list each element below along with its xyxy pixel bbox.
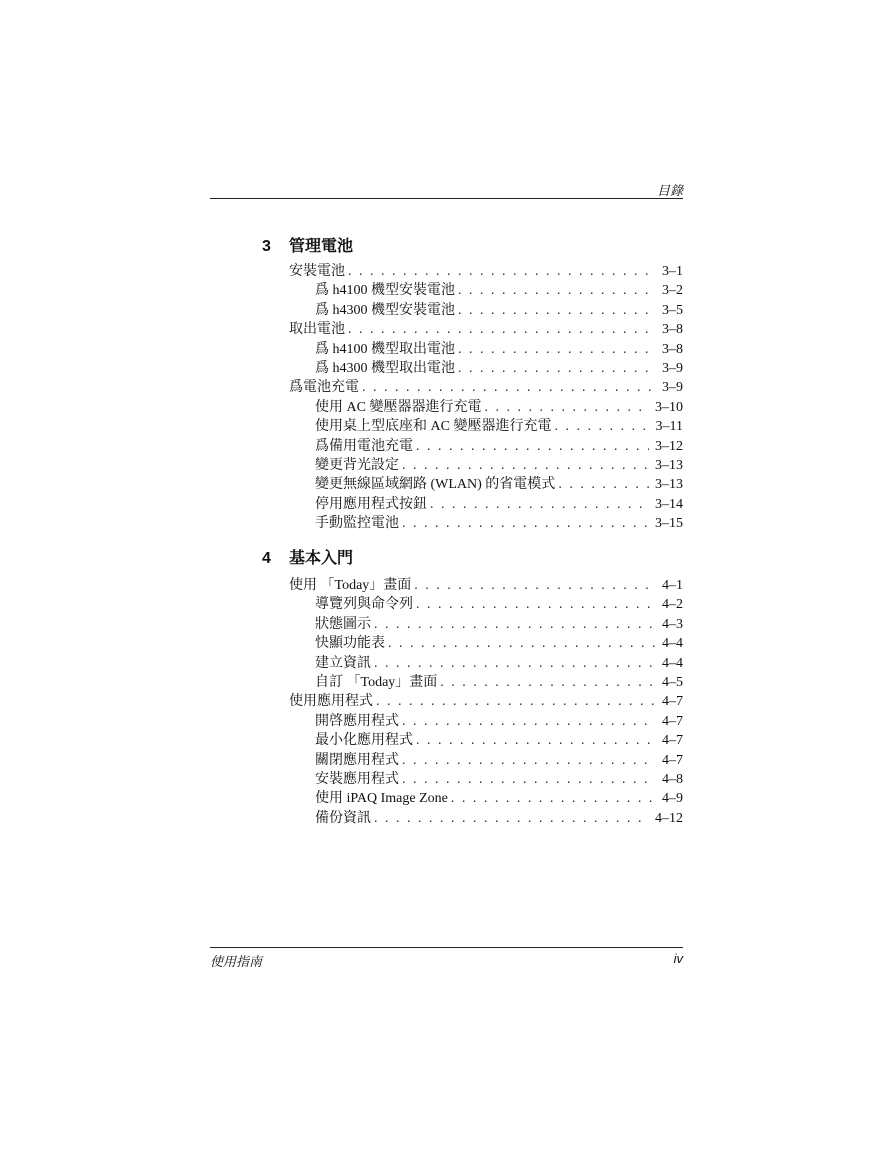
toc-entry[interactable] (289, 673, 683, 692)
dot-leader (402, 712, 656, 731)
toc-entry-title: 變更無線區域網路 (WLAN) 的省電模式 (315, 477, 556, 493)
dot-leader (416, 437, 649, 456)
toc-entry-title: 建立資訊 (315, 655, 371, 671)
toc-entry-page: 3–15 (655, 516, 683, 532)
header-title: 目錄 (656, 183, 683, 198)
toc-entry[interactable] (289, 340, 683, 359)
toc-entry[interactable] (289, 398, 683, 417)
toc-entry[interactable] (289, 359, 683, 378)
dot-leader (558, 475, 649, 494)
toc-entry-title: 使用 「Today」畫面 (289, 578, 412, 593)
chapter-title: 管理電池 (289, 238, 354, 255)
dot-leader (416, 595, 656, 614)
toc-entry-title: 變更背光設定 (315, 457, 399, 473)
footer-title: 使用指南 (210, 954, 263, 969)
toc-entry-title: 爲 h4100 機型安裝電池 (315, 283, 455, 299)
toc-chapter-3 (289, 262, 683, 533)
dot-leader (374, 615, 656, 634)
toc-entry[interactable] (289, 731, 683, 750)
dot-leader (414, 576, 656, 595)
toc-entry-title: 停用應用程式按鈕 (315, 496, 427, 512)
dot-leader (458, 340, 656, 359)
dot-leader (348, 320, 656, 339)
toc-entry-title: 使用 iPAQ Image Zone (315, 791, 448, 807)
chapter-number: 4 (262, 550, 271, 567)
toc-entry-page: 3–11 (655, 419, 683, 435)
toc-entry-page: 3–13 (655, 457, 683, 473)
toc-entry[interactable] (289, 417, 683, 436)
toc-entry-page: 3–5 (662, 302, 683, 318)
toc-entry-page: 4–12 (655, 810, 683, 826)
toc-entry-title: 安裝電池 (289, 264, 345, 279)
toc-entry-page: 3–12 (655, 438, 683, 454)
chapter-heading-4 (262, 545, 353, 568)
chapter-heading-3 (262, 233, 353, 256)
toc-chapter-4 (289, 576, 683, 828)
page-number: iv (673, 951, 683, 966)
toc-entry[interactable] (289, 634, 683, 653)
toc-entry-page: 3–9 (662, 360, 683, 376)
toc-entry-title: 快顯功能表 (315, 636, 385, 652)
toc-entry[interactable] (289, 751, 683, 770)
toc-entry-page: 4–9 (662, 791, 683, 807)
dot-leader (374, 809, 649, 828)
running-footer (210, 947, 683, 969)
toc-entry-page: 4–4 (662, 636, 683, 652)
chapter-number: 3 (262, 238, 271, 255)
dot-leader (374, 654, 656, 673)
toc-entry-page: 3–8 (662, 322, 683, 338)
toc-entry[interactable] (289, 576, 683, 595)
dot-leader (362, 378, 656, 397)
toc-entry[interactable] (289, 301, 683, 320)
dot-leader (458, 281, 656, 300)
toc-entry-title: 爲 h4100 機型取出電池 (315, 341, 455, 357)
toc-entry-page: 4–7 (662, 713, 683, 729)
dot-leader (402, 456, 649, 475)
dot-leader (458, 301, 656, 320)
toc-entry-page: 3–8 (662, 341, 683, 357)
toc-entry[interactable] (289, 692, 683, 711)
toc-entry-title: 爲備用電池充電 (315, 438, 413, 454)
toc-entry-page: 4–7 (662, 694, 683, 710)
toc-entry-title: 使用桌上型底座和 AC 變壓器進行充電 (315, 419, 552, 435)
toc-entry-title: 使用 AC 變壓器器進行充電 (315, 399, 482, 415)
toc-entry[interactable] (289, 262, 683, 281)
toc-entry-title: 備份資訊 (315, 810, 371, 826)
dot-leader (388, 634, 656, 653)
toc-entry-page: 3–1 (662, 264, 683, 279)
toc-entry-page: 4–5 (662, 674, 683, 690)
toc-entry[interactable] (289, 654, 683, 673)
toc-entry[interactable] (289, 712, 683, 731)
toc-entry[interactable] (289, 789, 683, 808)
toc-entry-title: 爲電池充電 (289, 380, 359, 396)
toc-entry-page: 3–10 (655, 399, 683, 415)
toc-entry-page: 4–7 (662, 752, 683, 768)
toc-entry[interactable] (289, 595, 683, 614)
toc-entry-page: 3–13 (655, 477, 683, 493)
toc-entry[interactable] (289, 495, 683, 514)
toc-entry-page: 3–9 (662, 380, 683, 396)
toc-entry-page: 4–1 (662, 578, 683, 593)
toc-entry[interactable] (289, 615, 683, 634)
toc-entry[interactable] (289, 475, 683, 494)
toc-entry[interactable] (289, 437, 683, 456)
toc-entry-title: 最小化應用程式 (315, 733, 413, 749)
toc-entry-page: 4–2 (662, 597, 683, 613)
toc-entry-title: 取出電池 (289, 322, 345, 338)
toc-entry-title: 關閉應用程式 (315, 752, 399, 768)
running-header (210, 180, 683, 199)
toc-entry[interactable] (289, 514, 683, 533)
dot-leader (554, 417, 649, 436)
toc-entry-title: 爲 h4300 機型安裝電池 (315, 302, 455, 318)
toc-entry-title: 爲 h4300 機型取出電池 (315, 360, 455, 376)
toc-entry-page: 3–14 (655, 496, 683, 512)
toc-entry-title: 使用應用程式 (289, 694, 373, 710)
toc-entry-title: 自訂 「Today」畫面 (315, 674, 438, 690)
toc-entry-title: 開啓應用程式 (315, 713, 399, 729)
dot-leader (348, 262, 656, 281)
toc-entry[interactable] (289, 378, 683, 397)
toc-entry-page: 4–4 (662, 655, 683, 671)
chapter-title: 基本入門 (289, 550, 354, 567)
dot-leader (402, 514, 649, 533)
toc-entry-title: 導覽列與命令列 (315, 597, 413, 613)
dot-leader (458, 359, 656, 378)
toc-entry-title: 手動監控電池 (315, 516, 399, 532)
toc-entry-title: 安裝應用程式 (315, 771, 399, 787)
toc-entry[interactable] (289, 770, 683, 789)
dot-leader (402, 770, 656, 789)
dot-leader (376, 692, 656, 711)
toc-entry-page: 3–2 (662, 283, 683, 299)
dot-leader (402, 751, 656, 770)
dot-leader (451, 789, 656, 808)
toc-entry-page: 4–8 (662, 771, 683, 787)
dot-leader (440, 673, 656, 692)
dot-leader (430, 495, 649, 514)
toc-entry[interactable] (289, 809, 683, 828)
toc-entry-page: 4–7 (662, 733, 683, 749)
dot-leader (416, 731, 656, 750)
toc-entry-page: 4–3 (662, 616, 683, 632)
dot-leader (484, 398, 649, 417)
toc-entry-title: 狀態圖示 (315, 616, 371, 632)
toc-entry[interactable] (289, 281, 683, 300)
toc-entry[interactable] (289, 456, 683, 475)
toc-entry[interactable] (289, 320, 683, 339)
